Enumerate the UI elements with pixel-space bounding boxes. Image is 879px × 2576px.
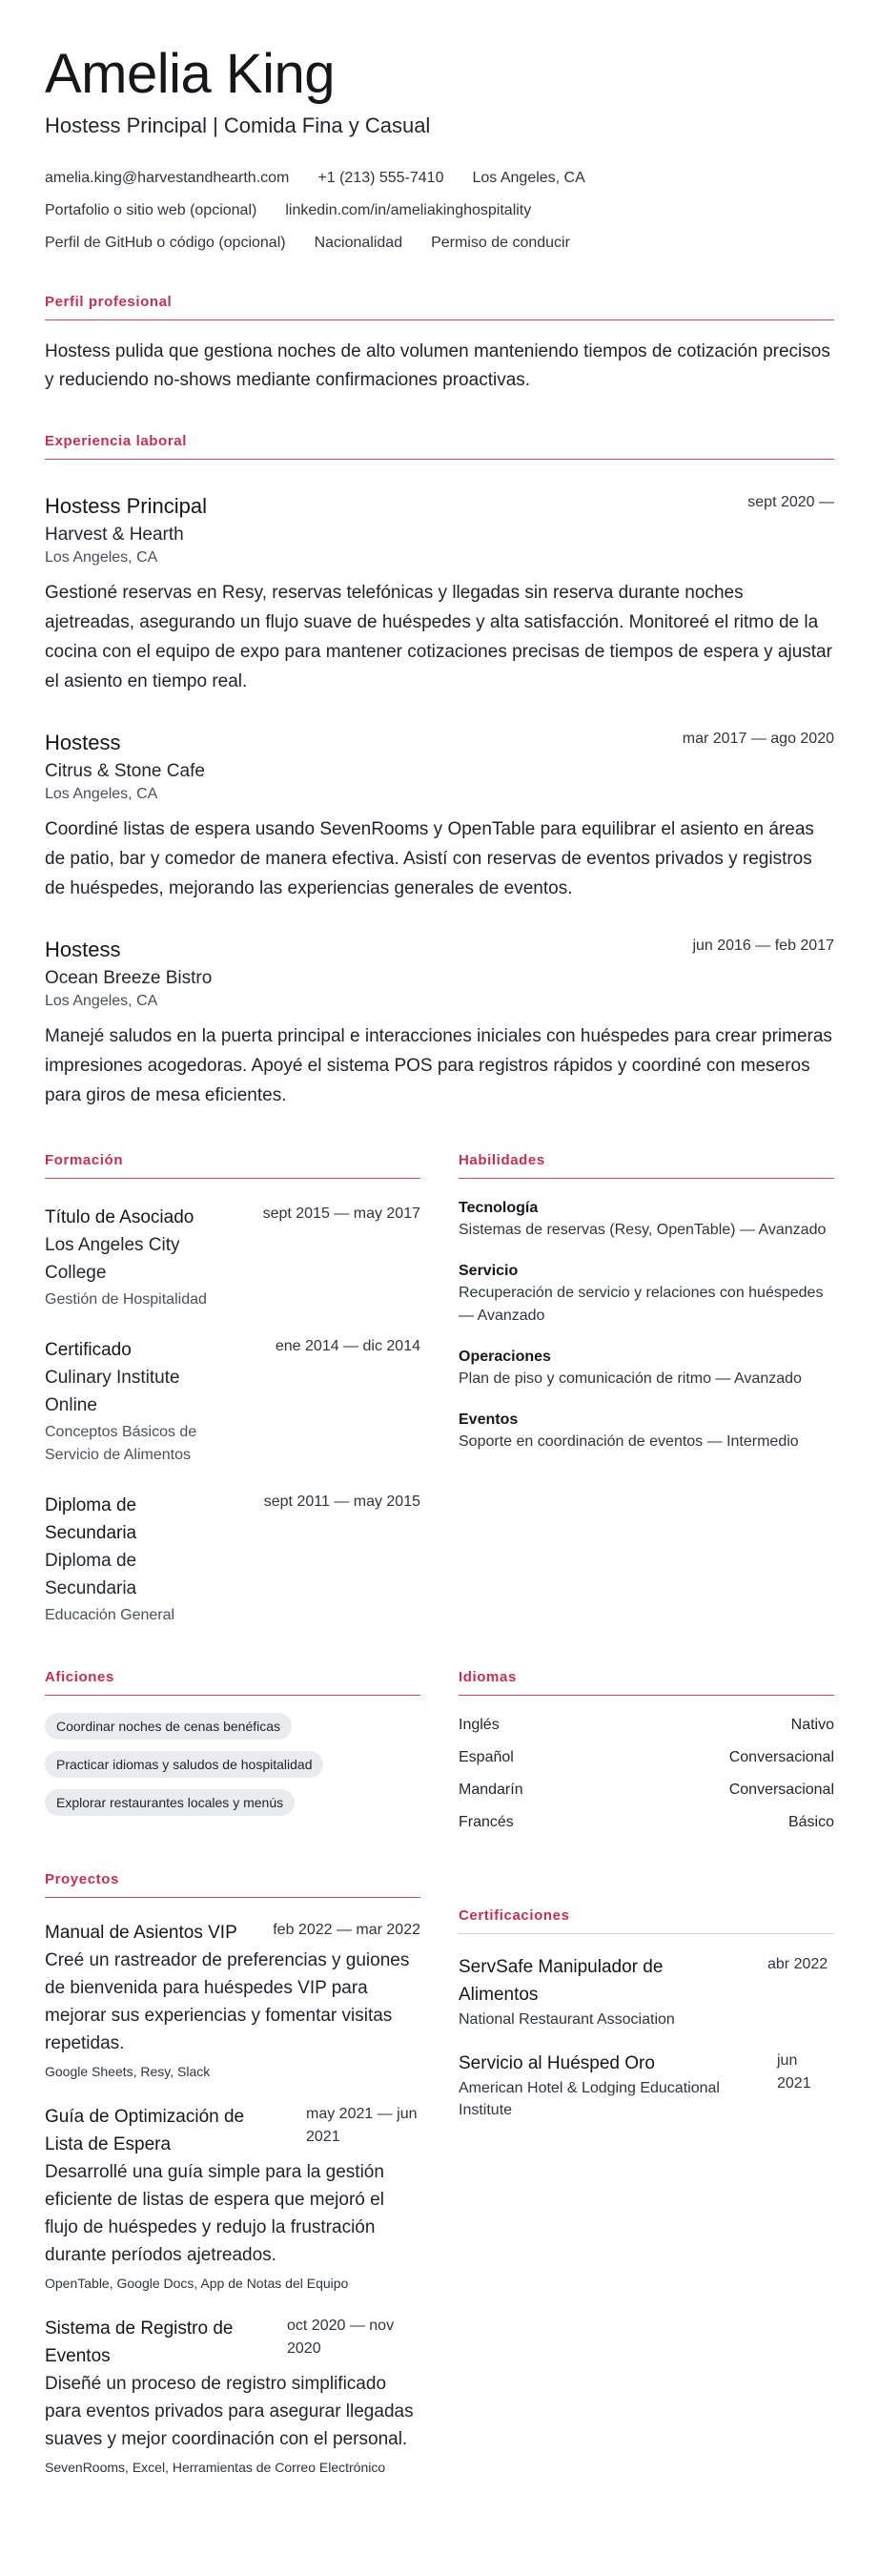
job-description: Coordiné listas de espera usando SevenRooms y OpenTable para equilibrar el asiento en áreas de patio, bar y comedor de manera efectiva. Asistí con reservas de eventos privados y registros de huéspedes, mejorando las experiencias generales de eventos.	[45, 819, 814, 898]
education-school: Los Angeles City College	[45, 1235, 180, 1283]
certification-issuer: National Restaurant Association	[459, 2011, 675, 2028]
education-school: Diploma de Secundaria	[45, 1551, 137, 1598]
section-title: Perfil profesional	[45, 294, 173, 310]
skill-name: Servicio	[459, 1263, 519, 1279]
resume-header	[45, 42, 834, 254]
job-description: Gestioné reservas en Resy, reservas telefónicas y llegadas sin reserva durante noches ajetreadas, asegurando un flujo suave de huéspedes y alta satisfacción. Monitoreé el ritmo de la cocina con el equipo de expo para mantener cotizaciones precisas de tiempos de espera y ajustar el asiento en tiempo real.	[45, 583, 832, 691]
section-divider	[45, 459, 834, 460]
job-entry	[45, 492, 834, 696]
education-dates: ene 2014 — dic 2014	[275, 1338, 420, 1354]
language-level: Básico	[787, 1814, 834, 1830]
contact-nationality: Nacionalidad	[314, 235, 403, 251]
certification-entry	[459, 2050, 834, 2121]
section-title: Experiencia laboral	[45, 433, 187, 449]
skill-entry	[459, 1198, 834, 1242]
job-location: Los Angeles, CA	[45, 993, 158, 1009]
language-level: Conversacional	[728, 1782, 834, 1798]
certifications-section	[459, 1871, 834, 2478]
skill-detail: Recuperación de servicio y relaciones con huéspedes — Avanzado	[459, 1285, 824, 1324]
project-title: Sistema de Registro de Eventos	[45, 2318, 234, 2366]
summary-section	[45, 294, 834, 395]
section-title: Formación	[45, 1152, 124, 1168]
education-degree: Título de Asociado	[45, 1207, 194, 1227]
project-tech: Google Sheets, Resy, Slack	[45, 2064, 211, 2079]
skill-detail: Plan de piso y comunicación de ritmo — Avanzado	[459, 1370, 802, 1387]
section-title: Aficiones	[45, 1669, 114, 1685]
section-divider	[45, 1897, 420, 1898]
section-title: Proyectos	[45, 1871, 119, 1887]
project-tech: SevenRooms, Excel, Herramientas de Correo Electrónico	[45, 2460, 386, 2475]
language-list	[459, 1715, 834, 1833]
job-entry	[45, 936, 834, 1110]
skill-entry	[459, 1347, 834, 1391]
education-dates: sept 2011 — may 2015	[263, 1494, 420, 1510]
hobbies-section	[45, 1669, 420, 1833]
hobby-chip: Practicar idiomas y saludos de hospitalidad	[45, 1751, 323, 1778]
hobby-chip: Explorar restaurantes locales y menús	[45, 1789, 295, 1816]
language-name: Español	[459, 1749, 514, 1765]
section-title: Idiomas	[459, 1669, 517, 1685]
skill-name: Eventos	[459, 1412, 519, 1428]
education-skills-row	[45, 1152, 834, 1627]
language-name: Mandarín	[459, 1782, 523, 1798]
certification-issuer: American Hotel & Lodging Educational Institute	[459, 2080, 720, 2118]
education-dates: sept 2015 — may 2017	[262, 1206, 420, 1222]
language-name: Francés	[459, 1814, 514, 1830]
job-dates: mar 2017 — ago 2020	[682, 731, 834, 747]
skills-section	[459, 1152, 834, 1627]
certification-date: abr 2022	[767, 1956, 828, 1972]
project-title: Manual de Asientos VIP	[45, 1923, 237, 1943]
candidate-headline: Hostess Principal | Comida Fina y Casual	[45, 113, 431, 137]
section-divider	[45, 1695, 420, 1696]
contact-portfolio[interactable]: Portafolio o sitio web (opcional)	[45, 202, 257, 218]
project-tech: OpenTable, Google Docs, App de Notas del Equipo	[45, 2276, 349, 2291]
language-level: Nativo	[790, 1717, 834, 1733]
contact-list	[45, 168, 655, 254]
hobby-list	[45, 1713, 420, 1816]
language-row	[459, 1715, 834, 1736]
education-school: Culinary Institute Online	[45, 1368, 180, 1415]
hobbies-languages-row	[45, 1669, 834, 1833]
job-title: Hostess	[45, 731, 121, 754]
skill-detail: Soporte en coordinación de eventos — Intermedio	[459, 1433, 799, 1450]
section-divider	[459, 1695, 834, 1696]
project-description: Diseñé un proceso de registro simplificado para eventos privados para asegurar llegadas suaves y mejor coordinación con el personal.	[45, 2374, 414, 2449]
candidate-name: Amelia King	[45, 43, 335, 105]
experience-section	[45, 433, 834, 1110]
project-dates: may 2021 — jun 2021	[306, 2106, 418, 2145]
contact-location: Los Angeles, CA	[472, 170, 585, 186]
job-location: Los Angeles, CA	[45, 549, 158, 566]
education-entry	[45, 1204, 420, 1311]
education-degree: Certificado	[45, 1340, 132, 1360]
project-description: Desarrollé una guía simple para la gestión eficiente de listas de espera que mejoró el flujo de huéspedes y redujo la frustración durante períodos ajetreados.	[45, 2162, 384, 2265]
projects-certifications-row	[45, 1871, 834, 2478]
job-company: Ocean Breeze Bistro	[45, 968, 213, 988]
section-divider	[459, 1178, 834, 1179]
section-title: Certificaciones	[459, 1907, 570, 1924]
education-degree: Diploma de Secundaria	[45, 1495, 137, 1543]
contact-linkedin[interactable]: linkedin.com/in/ameliakinghospitality	[285, 202, 532, 218]
certification-title: Servicio al Huésped Oro	[459, 2053, 655, 2073]
contact-github[interactable]: Perfil de GitHub o código (opcional)	[45, 235, 286, 251]
skill-entry	[459, 1261, 834, 1328]
certification-entry	[459, 1953, 834, 2030]
language-name: Inglés	[459, 1717, 500, 1733]
project-dates: oct 2020 — nov 2020	[287, 2318, 395, 2357]
certification-date: jun 2021	[777, 2052, 811, 2092]
education-area: Conceptos Básicos de Servicio de Alimentos	[45, 1424, 197, 1463]
project-title: Guía de Optimización de Lista de Espera	[45, 2107, 245, 2154]
job-dates: sept 2020 —	[747, 494, 834, 510]
project-entry	[45, 1919, 420, 2082]
certification-title: ServSafe Manipulador de Alimentos	[459, 1957, 664, 2005]
project-description: Creé un rastreador de preferencias y guiones de bienvenida para huéspedes VIP para mejorar sus experiencias y fomentar visitas repetidas.	[45, 1950, 410, 2053]
skill-name: Tecnología	[459, 1200, 539, 1216]
skill-entry	[459, 1410, 834, 1453]
section-divider	[459, 1933, 834, 1934]
language-row	[459, 1812, 834, 1833]
job-entry	[45, 729, 834, 903]
section-divider	[45, 1178, 420, 1179]
job-location: Los Angeles, CA	[45, 786, 158, 802]
language-level: Conversacional	[728, 1749, 834, 1765]
skill-detail: Sistemas de reservas (Resy, OpenTable) — Avanzado	[459, 1222, 827, 1238]
projects-section	[45, 1871, 420, 2478]
languages-section	[459, 1669, 834, 1833]
project-entry	[45, 2315, 420, 2478]
contact-phone[interactable]: +1 (213) 555-7410	[317, 170, 444, 186]
education-area: Gestión de Hospitalidad	[45, 1291, 207, 1308]
job-dates: jun 2016 — feb 2017	[692, 938, 834, 954]
job-description: Manejé saludos en la puerta principal e interacciones iniciales con huéspedes para crear primeras impresiones acogedoras. Apoyé el sistema POS para registros rápidos y coordiné con meseros para giros de mesa eficientes.	[45, 1026, 832, 1105]
section-title: Habilidades	[459, 1152, 545, 1168]
contact-driving-license: Permiso de conducir	[431, 235, 570, 251]
job-company: Citrus & Stone Cafe	[45, 761, 205, 781]
section-divider	[45, 319, 834, 320]
education-area: Educación General	[45, 1607, 175, 1623]
education-section	[45, 1152, 420, 1627]
job-title: Hostess Principal	[45, 494, 207, 518]
language-row	[459, 1780, 834, 1801]
summary-text: Hostess pulida que gestiona noches de alto volumen manteniendo tiempos de cotización precisos y reduciendo no-shows mediante confirmaciones proactivas.	[45, 341, 830, 390]
education-entry	[45, 1336, 420, 1467]
project-entry	[45, 2103, 420, 2294]
education-entry	[45, 1492, 420, 1627]
job-company: Harvest & Hearth	[45, 525, 184, 545]
language-row	[459, 1747, 834, 1768]
contact-email[interactable]: amelia.king@harvestandhearth.com	[45, 170, 290, 186]
project-dates: feb 2022 — mar 2022	[273, 1922, 420, 1938]
skill-name: Operaciones	[459, 1349, 551, 1365]
job-title: Hostess	[45, 938, 121, 961]
hobby-chip: Coordinar noches de cenas benéficas	[45, 1713, 292, 1740]
